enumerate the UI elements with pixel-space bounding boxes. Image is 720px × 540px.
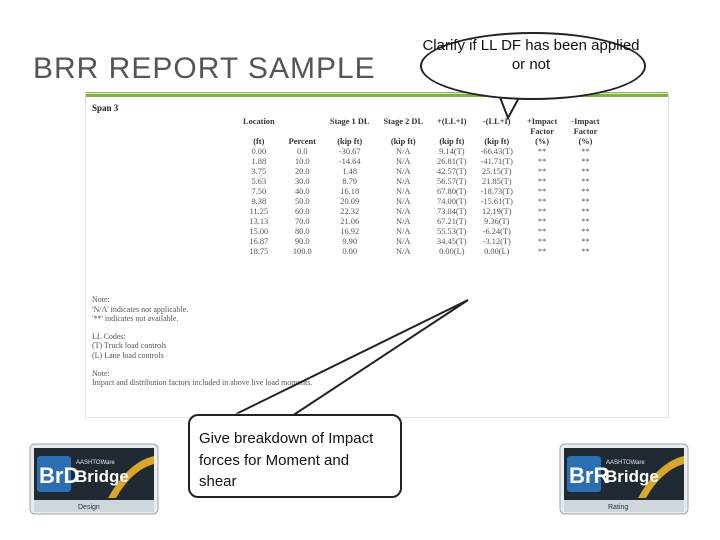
bottom-callout-text: Give breakdown of Impact forces for Moment and shear: [199, 430, 374, 490]
table-cell: -18.73(T): [480, 187, 513, 196]
brd-brand-text: AASHTOWare: [76, 460, 115, 466]
table-cell: 26.81(T): [437, 157, 467, 166]
col-header: +(LL+I): [437, 117, 467, 126]
table-cell: N/A: [396, 197, 411, 206]
table-cell: -6.24(T): [482, 227, 511, 236]
table-cell: **: [581, 167, 590, 176]
slide-title: BRR REPORT SAMPLE: [33, 52, 376, 85]
table-cell: **: [581, 187, 590, 196]
table-cell: **: [581, 197, 590, 206]
table-cell: -3.12(T): [482, 237, 511, 246]
table-cell: 0.00: [251, 147, 267, 156]
table-cell: N/A: [396, 237, 411, 246]
impact-note: Impact and distribution factors included in above live load moments.: [92, 378, 313, 388]
col-header: (kip ft): [337, 137, 363, 146]
note2-label: Note:: [92, 368, 110, 378]
table-cell: 12.19(T): [482, 207, 512, 216]
table-cell: **: [581, 157, 590, 166]
col-header: Factor: [530, 127, 554, 136]
col-header: Factor: [573, 127, 598, 136]
table-cell: 7.50: [251, 187, 267, 196]
table-cell: **: [537, 237, 547, 246]
table-cell: 20.09: [340, 197, 360, 206]
brr-footer-text: Rating: [608, 504, 629, 511]
table-cell: 25.15(T): [482, 167, 512, 176]
star-note: '**' indicates not available.: [92, 314, 179, 324]
table-cell: 9.14(T): [439, 147, 465, 156]
table-cell: 22.32: [340, 207, 360, 216]
table-cell: 30.0: [294, 177, 310, 186]
table-cell: 42.57(T): [437, 167, 467, 176]
span-label: Span 3: [92, 103, 119, 113]
note-label: Note:: [92, 295, 110, 304]
table-cell: 50.0: [294, 197, 310, 206]
brd-footer-text: Design: [78, 504, 100, 511]
table-cell: 70.0: [294, 217, 310, 226]
ll-codes-label: LL Codes:: [92, 331, 126, 341]
table-cell: 9.38: [251, 197, 267, 206]
col-header: (kip ft): [484, 137, 510, 146]
table-cell: -30.67: [338, 147, 361, 156]
table-cell: 55.53(T): [437, 227, 467, 236]
table-cell: -15.61(T): [480, 197, 513, 206]
table-cell: **: [581, 237, 590, 246]
table-cell: 20.0: [294, 167, 310, 176]
table-cell: 73.04(T): [437, 207, 467, 216]
table-cell: **: [537, 227, 547, 236]
col-header: (ft): [253, 137, 265, 146]
table-cell: -66.43(T): [480, 147, 513, 156]
table-cell: **: [581, 227, 590, 236]
brr-brand-text: AASHTOWare: [606, 460, 645, 466]
table-cell: N/A: [396, 147, 411, 156]
table-cell: N/A: [396, 157, 411, 166]
table-cell: 90.0: [294, 237, 310, 246]
col-header: Location: [243, 117, 275, 126]
table-cell: 16.18: [340, 187, 360, 196]
table-cell: **: [537, 187, 547, 196]
table-cell: 16.92: [340, 227, 360, 236]
table-cell: N/A: [396, 227, 411, 236]
col-header: (kip ft): [439, 137, 465, 146]
table-cell: 11.25: [249, 207, 269, 216]
table-cell: **: [537, 197, 547, 206]
table-cell: 9.90: [342, 237, 358, 246]
top-callout-text: Clarify if LL DF has been applied or not: [422, 37, 640, 73]
table-cell: 67.21(T): [437, 217, 467, 226]
table-cell: **: [581, 207, 590, 216]
table-cell: **: [537, 147, 547, 156]
col-header: Stage 1 DL: [329, 117, 370, 126]
table-cell: **: [537, 217, 547, 226]
table-cell: 8.79: [342, 177, 358, 186]
table-cell: 21.06: [340, 217, 360, 226]
lane-code: (L) Lane load controls: [92, 350, 164, 360]
table-cell: N/A: [396, 217, 411, 226]
table-cell: **: [581, 217, 590, 226]
table-cell: 13.13: [249, 217, 269, 226]
table-cell: 1.88: [251, 157, 267, 166]
table-cell: N/A: [396, 177, 411, 186]
table-cell: **: [581, 177, 590, 186]
table-cell: 74.00(T): [437, 197, 467, 206]
table-cell: N/A: [396, 187, 411, 196]
table-cell: 34.45(T): [437, 237, 467, 246]
table-cell: **: [537, 177, 547, 186]
table-cell: 21.85(T): [482, 177, 512, 186]
col-header: +Impact: [526, 117, 558, 126]
table-cell: **: [581, 147, 590, 156]
col-header: (%): [578, 137, 593, 146]
brr-product-text: Bridge: [605, 467, 659, 486]
table-cell: **: [537, 167, 547, 176]
table-cell: **: [581, 247, 590, 256]
brd-logo: [28, 442, 162, 518]
col-header: -(LL+I): [482, 117, 511, 126]
table-cell: 1.48: [342, 167, 358, 176]
table-cell: **: [537, 207, 547, 216]
table-cell: 0.00(L): [484, 247, 510, 256]
table-cell: 9.36(T): [484, 217, 510, 226]
table-cell: N/A: [396, 167, 411, 176]
col-header: (kip ft): [390, 137, 416, 146]
table-cell: 0.0: [297, 147, 308, 156]
table-cell: 10.0: [294, 157, 310, 166]
brd-badge-text: BrD: [39, 463, 80, 488]
table-cell: 18.75: [249, 247, 269, 256]
table-cell: **: [537, 247, 547, 256]
table-cell: -14.64: [338, 157, 361, 166]
table-cell: 67.80(T): [437, 187, 467, 196]
table-cell: 15.00: [249, 227, 269, 236]
table-cell: 3.75: [251, 167, 267, 176]
brr-badge-text: BrR: [569, 463, 610, 488]
table-cell: N/A: [396, 207, 411, 216]
table-cell: 60.0: [294, 207, 310, 216]
table-cell: **: [537, 157, 547, 166]
table-cell: 80.0: [294, 227, 310, 236]
col-header: -Impact: [571, 117, 600, 126]
table-cell: 40.0: [294, 187, 310, 196]
table-cell: 0.00(L): [439, 247, 465, 256]
table-cell: 100.0: [292, 247, 312, 256]
bottom-callout-pointer: [232, 300, 468, 416]
table-cell: 0.00: [342, 247, 358, 256]
table-cell: 56.57(T): [437, 177, 467, 186]
table-cell: N/A: [396, 247, 411, 256]
brr-logo: [558, 442, 692, 518]
table-cell: 5.63: [251, 177, 267, 186]
col-header: Stage 2 DL: [383, 117, 424, 126]
table-cell: 16.87: [249, 237, 269, 246]
col-header: (%): [535, 137, 550, 146]
truck-code: (T) Truck load controls: [92, 341, 167, 351]
na-note: 'N/A' indicates not applicable.: [92, 304, 189, 314]
brd-product-text: Bridge: [75, 467, 129, 486]
table-cell: -41.71(T): [480, 157, 513, 166]
col-header: Percent: [288, 137, 316, 146]
